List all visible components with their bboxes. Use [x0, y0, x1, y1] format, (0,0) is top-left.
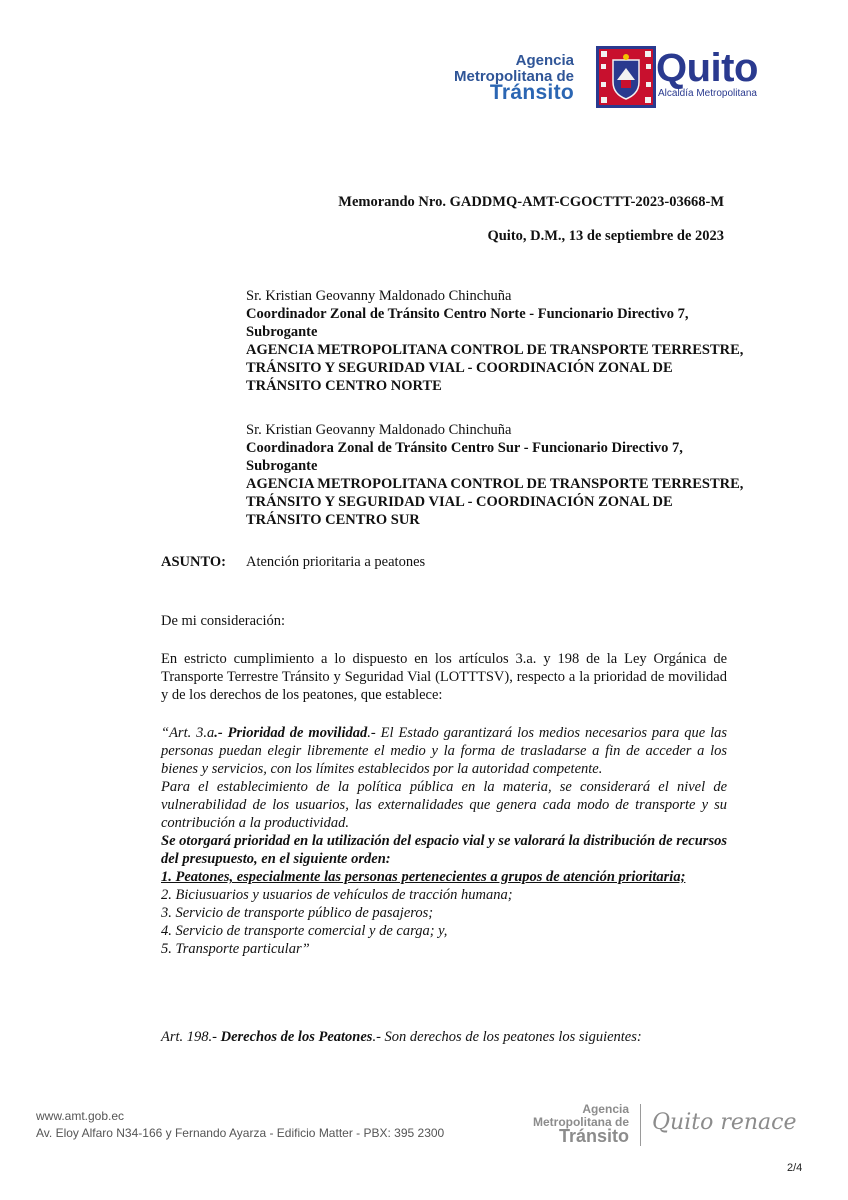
- quote-paragraph-bold: Se otorgará prioridad en la utilización del espacio vial y se valorará la distribución de recursos del presupuesto, en el siguiente orden:: [161, 833, 727, 867]
- footer-amt-line1: Agencia: [582, 1102, 629, 1116]
- recipient-org: AGENCIA METROPOLITANA CONTROL DE TRANSPORTE TERRESTRE, TRÁNSITO Y SEGURIDAD VIAL - COORDINACIÓN ZONAL DE TRÁNSITO CENTRO SUR: [246, 476, 744, 528]
- quote-art-title: .- Prioridad de movilidad: [214, 725, 368, 741]
- recipient-role: Coordinador Zonal de Tránsito Centro Norte - Funcionario Directivo 7, Subrogante: [246, 306, 689, 340]
- recipient-block: [246, 421, 746, 529]
- art198-text: .- Son derechos de los peatones los siguientes:: [372, 1029, 642, 1045]
- subject-line: [161, 554, 425, 571]
- art198-prefix: Art. 198.-: [161, 1029, 221, 1045]
- quote-list-item: 1. Peatones, especialmente las personas pertenecientes a grupos de atención prioritaria;: [161, 869, 686, 885]
- footer-address: Av. Eloy Alfaro N34-166 y Fernando Ayarza - Edificio Matter - PBX: 395 2300: [36, 1126, 445, 1140]
- recipient-block: [246, 287, 746, 395]
- subject-value: Atención prioritaria a peatones: [246, 554, 426, 570]
- recipient-role: Coordinadora Zonal de Tránsito Centro Sur - Funcionario Directivo 7, Subrogante: [246, 440, 683, 474]
- quito-logo-title: Quito: [656, 46, 758, 90]
- footer-amt-logo: [507, 1102, 633, 1148]
- memo-number: Memorando Nro. GADDMQ-AMT-CGOCTTT-2023-03668-M: [338, 194, 724, 210]
- quote-list-item: 5. Transporte particular”: [161, 941, 310, 957]
- quito-coat-of-arms-icon: [596, 46, 656, 108]
- art198-title: Derechos de los Peatones: [220, 1029, 373, 1045]
- recipient-name: Sr. Kristian Geovanny Maldonado Chinchuña: [246, 422, 512, 438]
- footer-slogan: Quito renace: [652, 1110, 797, 1135]
- quote-list-item: 3. Servicio de transporte público de pasajeros;: [161, 905, 434, 921]
- footer-amt-line3: Tránsito: [558, 1126, 629, 1146]
- quote-list-item: 2. Biciusuarios y usuarios de vehículos de tracción humana;: [161, 887, 513, 903]
- salutation: De mi consideración:: [161, 613, 286, 629]
- article-198: [161, 1028, 727, 1046]
- amt-logo-line2: Metropolitana de: [453, 68, 574, 85]
- body-paragraph: En estricto cumplimiento a lo dispuesto en los artículos 3.a. y 198 de la Ley Orgánica de Transporte Terrestre Tránsito y Seguridad Vial (LOTTTSV), respecto a la prioridad de movilidad y de los derechos de los peatones, que establece:: [161, 651, 727, 703]
- footer-divider: [640, 1104, 641, 1146]
- quito-logo-subtitle: Alcaldía Metropolitana: [658, 88, 757, 99]
- footer-amt-line2: Metropolitana de: [532, 1115, 629, 1129]
- footer-contact: [36, 1108, 444, 1142]
- footer-website: www.amt.gob.ec: [36, 1109, 125, 1123]
- quote-list-item: 4. Servicio de transporte comercial y de carga; y,: [161, 923, 448, 939]
- amt-logo-line1: Agencia: [515, 52, 574, 69]
- quote-paragraph: Para el establecimiento de la política pública en la materia, se considerará el nivel de vulnerabilidad de los usuarios, las externalidades que genera cada modo de transporte y su contribución a la productividad.: [161, 779, 727, 831]
- page-number: 2/4: [787, 1162, 803, 1174]
- memo-date: Quito, D.M., 13 de septiembre de 2023: [487, 228, 724, 244]
- quote-art3a: [161, 724, 727, 778]
- amt-logo: [420, 50, 580, 106]
- legal-quote: [161, 724, 727, 958]
- subject-label: ASUNTO:: [161, 554, 226, 570]
- quote-art-text: .- El Estado garantizará los medios necesarios para que las personas puedan elegir libremente el medio y la forma de trasladarse a fin de acceder a los bienes y servicios, con los límites establecidos por la autoridad competente.: [161, 725, 728, 777]
- amt-logo-line3: Tránsito: [489, 81, 574, 104]
- recipient-name: Sr. Kristian Geovanny Maldonado Chinchuña: [246, 288, 512, 304]
- recipient-org: AGENCIA METROPOLITANA CONTROL DE TRANSPORTE TERRESTRE, TRÁNSITO Y SEGURIDAD VIAL - COORDINACIÓN ZONAL DE TRÁNSITO CENTRO NORTE: [246, 342, 744, 394]
- quote-art-prefix: “Art. 3.a: [161, 725, 215, 741]
- quito-logo: [656, 46, 796, 106]
